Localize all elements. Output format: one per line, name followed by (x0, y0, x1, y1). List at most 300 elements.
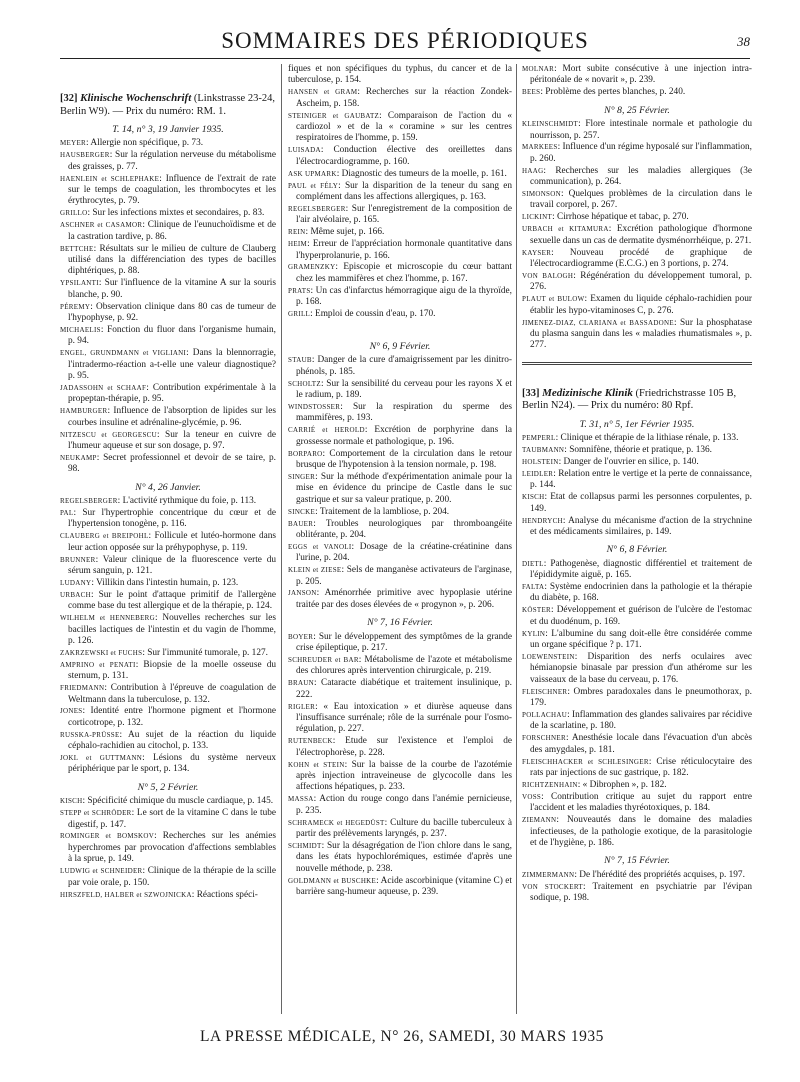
entry-title: : Acide ascorbinique (vitamine C) et barrière sang-humeur aqueuse, p. 239. (296, 875, 512, 898)
entry (288, 181, 512, 204)
entry (522, 212, 752, 223)
entry-title: : Emploi de coussin d'eau, p. 170. (310, 309, 436, 320)
entry (522, 757, 752, 780)
entry-title: : Episcopie et microscopie du cœur battant chez les mammifères et chez l'homme, p. 167. (296, 262, 512, 284)
journal-heading (60, 92, 276, 118)
entry-authors: BRAUN (288, 679, 315, 688)
entry (522, 271, 752, 294)
entry-title: : Mort subite consécutive à une injection intra-péritonéale de « novarit », p. 239. (530, 64, 752, 86)
entry-title: : Sur la disparition de la teneur du sang en complément dans les affections allergiques, p. 163. (296, 180, 513, 202)
journal-number: [32] (60, 93, 78, 104)
entry-authors: SIMONSON (522, 190, 561, 199)
entry (60, 796, 276, 807)
entry-authors: VON BALOGH (522, 271, 574, 280)
entry (60, 660, 276, 683)
entry-authors: PÉREMY (60, 302, 91, 311)
entry (60, 406, 276, 429)
entry (522, 710, 752, 733)
entry-title: : Follicule et lutéo-hormone dans leur action opposée sur la préhypophyse, p. 119. (68, 531, 276, 553)
entry-authors: FALTA (522, 583, 545, 592)
entry (288, 678, 512, 701)
entry-authors: FORSCHNER (522, 734, 566, 743)
entry-title: : Nouveau procédé de graphique de l'électrocardiogramme (E.C.G.) en 3 portions, p. 274. (530, 247, 752, 269)
entry-title: : Sur la phosphatase du plasma sanguin dans les « maladies rhumatismales », p. 277. (530, 317, 752, 351)
issue-heading: T. 31, n° 5, 1er Février 1935. (579, 418, 695, 430)
entry-title: : Ombres paradoxales dans le pneumothorax, p. 179. (530, 686, 752, 709)
entry-authors: MASSA (288, 795, 314, 804)
entry-authors: PLAUT et BULOW (522, 295, 585, 304)
entry-authors: NITZESCU et GEORGESCU (60, 430, 157, 439)
entry (288, 449, 512, 472)
entry (60, 706, 276, 729)
entry (288, 841, 512, 875)
entry-authors: FRIEDMANN (60, 684, 105, 693)
entry-title: : « Dibrophen », p. 182. (577, 779, 667, 790)
entry (522, 469, 752, 492)
entry-title: : Sur la méthode d'expérimentation animale pour la mise en évidence du principe de Castle dans le suc gastrique et sur sa valeur pratique, p. 200. (296, 471, 512, 505)
entry-title: : Biopsie de la moelle osseuse du sternum, p. 131. (68, 659, 277, 682)
entry-authors: LICKINT (522, 213, 553, 222)
entry-title: : Sur la teneur en cuivre de l'humeur aqueuse et sur son dosage, p. 97. (68, 429, 276, 451)
entry-title: : Résultats sur le milieu de culture de Clauberg utilisé dans la différenciation des types de bacilles diphtériques, p. 88. (68, 243, 276, 277)
entry-title: : Allergie non spécifique, p. 73. (86, 138, 204, 149)
entry-authors: SCHREUDER et BAR (288, 656, 359, 664)
entry-authors: ZIEMANN (522, 816, 557, 825)
entry-title: : Sur la régulation nerveuse du métabolisme des graisses, p. 77. (68, 150, 276, 172)
entry-authors: RICHTZENHAIN (522, 780, 578, 789)
entry-authors: KOHN et STEIN (288, 760, 345, 769)
entry-list (288, 355, 512, 611)
entry-title: : Problème des pertes blanches, p. 240. (540, 87, 686, 98)
entry-title: : Sur l'immunité tumorale, p. 127. (142, 647, 268, 658)
entry (522, 248, 752, 271)
entry (522, 516, 752, 539)
entry-title: : Développement et guérison de l'ulcère de l'estomac et du duodénum, p. 169. (530, 605, 752, 627)
entry (288, 736, 512, 759)
issue-heading: N° 7, 15 Février. (604, 855, 670, 867)
entry (288, 309, 512, 320)
entry (60, 590, 276, 613)
entry-title: : Excrétion pathologique d'hormone sexuelle dans un cas de dermatite dysménorrhéique, p. 271. (530, 224, 752, 246)
entry-title: : Sur la respiration du sperme des mammifères, p. 193. (296, 401, 512, 424)
entry-authors: VOSS (522, 792, 542, 801)
entry-title: : Troubles neurologiques par thromboangéite oblitérante, p. 204. (296, 518, 512, 540)
entry-authors: JONES (60, 707, 83, 716)
entry-authors: PRATS (288, 286, 311, 295)
entry-title: : Cirrhose hépatique et tabac, p. 270. (552, 212, 689, 223)
entry-authors: EGGS et VANOLI (288, 542, 352, 551)
entry (522, 433, 752, 444)
entry-title: : Sels de manganèse activateurs de l'arginase, p. 205. (296, 565, 513, 587)
entry (288, 702, 512, 736)
entry (522, 780, 752, 791)
entry-authors: KISCH (60, 797, 83, 806)
entry-list (522, 119, 752, 352)
entry (60, 648, 276, 659)
entry-title: : Traitement en psychiatrie par l'évipan sodique, p. 198. (530, 881, 752, 904)
entry-title: : Influence d'un régime hyposalé sur l'inflammation, p. 260. (530, 142, 752, 164)
entry-authors: PAUL et FÉLY (288, 181, 339, 190)
entry (60, 220, 276, 243)
entry (288, 472, 512, 506)
entry-authors: ROMINGER et BOMSKOV (60, 832, 155, 841)
entry (60, 730, 276, 753)
issue-heading: N° 6, 8 Février. (606, 544, 668, 556)
entry (60, 753, 276, 776)
section-divider (522, 362, 752, 365)
entry-authors: KÖSTER (522, 606, 552, 615)
entry (60, 508, 276, 531)
column-1 (60, 70, 276, 901)
entry-authors: GOLDMANN et BUSCHKE (288, 876, 377, 885)
entry-title: : Comportement de la circulation dans le retour brusque de l'hypotension à la tension normale, p. 198. (296, 448, 512, 470)
entry (288, 239, 512, 262)
entry-authors: WILHELM et HENNEBERG (60, 614, 155, 623)
entry-authors: HANSEN et GRAM (288, 88, 358, 97)
entry (60, 613, 276, 647)
entry-title: : L'albumine du sang doit-elle être considérée comme un organe spécifique ? p. 171. (530, 628, 752, 651)
entry-authors: JANSON (288, 589, 317, 598)
entry (288, 204, 512, 227)
entry-title: : Identité entre l'hormone pigment et l'hormone corticotrope, p. 132. (68, 706, 276, 728)
entry-title: : Contribution expérimentale à la propeptan-thérapie, p. 95. (68, 382, 277, 405)
entry-authors: BORPARO (288, 449, 323, 458)
entry-authors: TAUBMANN (522, 446, 565, 455)
entry (60, 578, 276, 589)
entry (522, 64, 752, 87)
entry-title: : Sur le développement des symptômes de la grande crise épileptique, p. 217. (296, 631, 512, 654)
entry (288, 402, 512, 425)
column-2 (288, 64, 512, 899)
entry-authors: RIGLER (288, 702, 316, 711)
entry-authors: HAAG (522, 166, 544, 175)
entry (288, 818, 512, 841)
entry (60, 174, 276, 208)
entry-authors: HAENLEIN et SCHLEPHAKE (60, 174, 160, 183)
entry (60, 683, 276, 706)
entry (60, 325, 276, 348)
issue-heading: N° 4, 26 Janvier. (135, 481, 201, 493)
entry (522, 119, 752, 142)
page-number: 38 (737, 34, 750, 49)
entry-title: : Sur l'hypertrophie concentrique du cœur et de l'hypertension tonogène, p. 116. (68, 508, 276, 530)
entry (522, 318, 752, 352)
entry (522, 652, 752, 686)
column-separator (516, 64, 517, 1014)
entry-authors: BOYER (288, 632, 314, 641)
entry-title: : Cataracte diabétique et traitement insulinique, p. 222. (296, 678, 512, 700)
entry-authors: PEMPERL (522, 434, 556, 443)
journal-info: (Linkstrasse 23-24, Berlin W9). — Prix du numéro: RM. 1. (60, 93, 275, 117)
entry (522, 559, 752, 582)
entry-authors: FLEISCHNER (522, 687, 568, 696)
entry-authors: GRILL (288, 310, 311, 319)
entry-title: : De l'hérédité des propriétés acquises, p. 197. (574, 869, 745, 880)
entry-authors: STEINIGER et GAUBATZ (288, 111, 380, 120)
entry-authors: YPSILANTI (60, 279, 99, 288)
entry-title: : Pathogenèse, diagnostic différentiel et traitement de l'épididymite aiguë, p. 165. (530, 558, 752, 581)
entry-authors: LEIDLER (522, 469, 554, 478)
entry (288, 519, 512, 542)
entry-authors: MEYER (60, 139, 86, 148)
entry (522, 189, 752, 212)
entry-authors: SCHRAMECK et HEGEDÜST (288, 818, 385, 827)
entry (288, 425, 512, 448)
entry (522, 142, 752, 165)
entry-authors: BETTCHE (60, 244, 94, 253)
entry-authors: HAUSBERGER (60, 151, 110, 160)
entry-title: : Observation clinique dans 80 cas de tumeur de l'hypophyse, p. 92. (68, 301, 276, 323)
entry-authors: BRUNNER (60, 555, 96, 564)
entry-title: : Villikin dans l'intestin humain, p. 123. (91, 577, 239, 588)
entry-title: : Sur l'influence de la vitamine A sur la souris blanche, p. 90. (68, 278, 276, 300)
entry (522, 166, 752, 189)
entry-title: : Excrétion de porphyrine dans la grossesse normale et pathologique, p. 196. (296, 425, 512, 447)
column-3 (522, 64, 752, 905)
entry (288, 87, 512, 110)
entry (60, 496, 276, 507)
entry (288, 542, 512, 565)
entry (60, 555, 276, 578)
entry (288, 588, 512, 611)
entry-title: : Clinique de l'eunuchoïdisme et de la castration tardive, p. 86. (68, 220, 276, 242)
entry-authors: ZIMMERMANN (522, 870, 575, 879)
entry-title: : Action du rouge congo dans l'anémie pernicieuse, p. 235. (296, 794, 512, 816)
entry-title: : « Eau intoxication » et diurèse aqueuse dans l'insuffisance surrénale; rôle de la surrénale pour l'osmo-régulation, p. 227. (296, 701, 512, 735)
entry-authors: PAL (60, 509, 74, 517)
entry (60, 831, 276, 865)
entry (522, 582, 752, 605)
entry (288, 760, 512, 794)
entry-title: : Un cas d'infarctus hémorragique aigu de la thyroïde, p. 168. (296, 285, 512, 308)
entry-title: : Système endocrinien dans la pathologie et la thérapie du diabète, p. 168. (530, 582, 752, 604)
entry-list (288, 632, 512, 899)
entry-list (288, 87, 512, 320)
entry (522, 87, 752, 98)
entry-title: : Crise réticulocytaire des rats par injections de suc gastrique, p. 182. (530, 756, 752, 779)
entry-authors: VON STOCKERT (522, 882, 583, 891)
entry-authors: STAUB (288, 356, 312, 365)
entry-authors: GRILLO (60, 209, 88, 218)
entry-authors: RUSSKA-PRÜSSE (60, 730, 120, 739)
entry (288, 145, 512, 168)
entry (60, 348, 276, 382)
entry-authors: SCHOLTZ (288, 379, 321, 388)
column-separator (281, 64, 282, 1014)
entry-title: : Disparition des nerfs oculaires avec hémianopsie binasale par pression d'un athérome sur les vaisseaux de la base du cerveau, p. 176. (530, 651, 752, 685)
entry (60, 150, 276, 173)
entry-authors: SCHMIDT (288, 842, 322, 850)
entry (522, 445, 752, 456)
entry-title: : Le sort de la vitamine C dans le tube digestif, p. 147. (68, 808, 276, 830)
entry-authors: HAMBURGER (60, 407, 108, 416)
entry-list (522, 559, 752, 850)
entry-title: : Examen du liquide céphalo-rachidien pour établir les hypo-vitaminoses C, p. 276. (530, 294, 752, 316)
entry-authors: HIRSZFELD, HALBER et SZWOJNICKA (60, 890, 192, 899)
entry-authors: KLEIN et ZIESE (288, 566, 342, 575)
entry-title: : Sur la désagrégation de l'ion chlore dans le sang, dans les états hypochlorémiques, estimée d'après une nouvelle méthode, p. 238. (296, 841, 512, 874)
entry (60, 453, 276, 476)
entry-authors: CARRIÉ et HEROLD (288, 426, 365, 435)
entry-authors: ZAKRZEWSKI et FUCHS (60, 648, 143, 657)
entry-list (522, 64, 752, 99)
entry-authors: URBACH (60, 590, 91, 599)
entry-authors: HEIM (288, 240, 308, 249)
entry-title: : Lésions du système nerveux périphérique par le sport, p. 134. (68, 753, 276, 775)
entry-title: : Même sujet, p. 166. (305, 227, 385, 238)
entry-title: : Dans la blennorragie, l'intradermo-réaction a-t-elle une valeur diagnostique? p. 95. (68, 348, 276, 382)
entry-title: : Clinique et thérapie de la lithiase rénale, p. 133. (555, 433, 739, 444)
entry-authors: ASK UPMARK (288, 169, 337, 178)
entry-authors: HENDRYCH (522, 516, 563, 525)
entry-title: : L'activité rythmique du foie, p. 113. (117, 496, 257, 507)
entry-list (522, 870, 752, 905)
entry (60, 244, 276, 278)
entry-title: : Sur l'enregistrement de la composition de l'air alvéolaire, p. 165. (296, 203, 512, 226)
entry-title: : Etude sur l'existence et l'emploi de l'électrophorèse, p. 228. (296, 736, 512, 758)
header-rule (60, 58, 750, 59)
entry-authors: LUDANY (60, 578, 92, 587)
entry-title: : Régénération du développement tumoral, p. 276. (530, 270, 752, 293)
entry (288, 655, 512, 678)
entry (288, 565, 512, 588)
entry-authors: NEUKAMP (60, 453, 97, 462)
entry-authors: URBACH et KITAMURA (522, 225, 609, 234)
entry (522, 629, 752, 652)
entry-title: : Relation entre le vertige et la perte de connaissance, p. 144. (530, 468, 752, 491)
entry (288, 169, 512, 180)
entry (60, 531, 276, 554)
entry-title: : Nouveautés dans le domaine des maladies infectieuses, de la pathologie exotique, de la parasitologie et de l'hygiène, p. 186. (530, 815, 752, 848)
entry-authors: JOKL et GUTTMANN (60, 754, 143, 763)
journal-info: (Friedrichstrasse 105 B, Berlin N24). — Prix du numéro: 80 Rpf. (522, 387, 737, 412)
page-footer: LA PRESSE MÉDICALE, N° 26, SAMEDI, 30 MARS 1935 (200, 1028, 604, 1045)
entry-title: : Dosage de la créatine-créatinine dans l'urine, p. 204. (296, 541, 512, 564)
entry-title: : Métabolisme de l'azote et métabolisme des chlorures après intervention chirurgicale, p. 219. (296, 655, 512, 677)
entry-list (60, 496, 276, 776)
entry-title: : Contribution à l'épreuve de coagulation de Weltmann dans la tuberculose, p. 132. (68, 683, 276, 705)
entry-authors: LOEWENSTEIN (522, 652, 575, 661)
entry-title: : Influence de l'absorption de lipides sur les courbes insuline et adrénaline-glycémie, p. 96. (68, 406, 276, 428)
entry-authors: KISCH (522, 493, 545, 502)
entry (288, 379, 512, 402)
continued-entry: fiques et non spécifiques du typhus, du cancer et de la tuberculose, p. 154. (288, 64, 512, 86)
entry (522, 870, 752, 881)
entry-title: : Comparaison de l'action du « cardiozol » et de la « coramine » sur les centres respiratoires de l'homme, p. 159. (296, 110, 512, 144)
entry (288, 507, 512, 518)
entry (60, 808, 276, 831)
entry-authors: HOLSTEIN (522, 457, 559, 466)
entry-title: : Erreur de l'appréciation hormonale quantitative dans l'hyperprolanurie, p. 166. (296, 239, 512, 261)
entry-authors: MARKEES (522, 143, 558, 152)
entry-title: : Recherches sur les anémies hyperchromes par provocation d'affections semblables à la sprue, p. 149. (68, 831, 277, 865)
entry (522, 492, 752, 515)
entry (288, 632, 512, 655)
entry (288, 794, 512, 817)
entry-authors: KAYSER (522, 248, 552, 257)
entry (522, 224, 752, 247)
entry (288, 262, 512, 285)
journal-number: [33] (522, 387, 540, 399)
entry (60, 866, 276, 889)
entry-title: : Recherches sur la réaction Zondek-Ascheim, p. 158. (296, 87, 512, 109)
entry (60, 302, 276, 325)
entry-authors: REGELSBERGER (288, 204, 346, 213)
entry-list (60, 138, 276, 475)
entry-title: : Nouvelles recherches sur les bacilles lactiques de l'intestin et du vagin de l'homme, p. 126. (68, 613, 276, 646)
entry-title: : Flore intestinale normale et pathologie du nourrisson, p. 257. (530, 119, 752, 141)
entry-authors: CLAUBERG et BREIPOHL (60, 532, 149, 541)
entry-authors: MOLNAR (522, 65, 555, 73)
entry-authors: LUISADA (288, 146, 321, 155)
entry-title: : Valeur clinique de la fluorescence verte du sérum sanguin, p. 121. (68, 554, 276, 577)
entry-authors: WINDSTOSSER (288, 402, 341, 411)
entry-authors: RUTENBECK (288, 737, 333, 746)
entry-title: : Spécificité chimique du muscle cardiaque, p. 145. (82, 796, 274, 807)
entry-list (60, 796, 276, 901)
entry-title: : Danger de l'ouvrier en silice, p. 140. (558, 456, 699, 467)
entry (288, 111, 512, 145)
entry-title: : Recherches sur les maladies allergiques (3e communication), p. 264. (530, 165, 752, 188)
entry-title: : Sur la baisse de la courbe de l'azotémie après injection intraveineuse de glycocolle dans les affections hépatiques, p. 233. (296, 759, 512, 793)
entry-title: : Clinique de la thérapie de la scille par voie orale, p. 150. (68, 866, 276, 888)
entry-authors: ENGEL, GRUNDMANN et VIGLIANI (60, 349, 187, 358)
issue-heading: N° 6, 9 Février. (369, 340, 431, 352)
entry-authors: SINGER (288, 472, 316, 481)
entry-title: : Traitement de la lambliose, p. 204. (315, 506, 450, 517)
entry-authors: LUDWIG et SCHNEIDER (60, 867, 143, 876)
entry-authors: STEPP et SCHRÖDER (60, 809, 132, 818)
entry (522, 605, 752, 628)
issue-heading: N° 5, 2 Février. (137, 781, 199, 793)
entry-authors: KLEINSCHMIDT (522, 120, 579, 129)
entry-title: : Quelques problèmes de la circulation dans le travail corporel, p. 267. (530, 189, 752, 211)
entry (60, 138, 276, 149)
entry-title: : Fonction du fluor dans l'organisme humain, p. 94. (68, 324, 276, 347)
issue-heading: N° 7, 16 Février. (367, 617, 433, 629)
entry-authors: REIN (288, 228, 306, 237)
entry-title: : Danger de la cure d'amaigrissement par les dinitro-phénols, p. 185. (296, 355, 512, 377)
entry-authors: DIETL (522, 559, 544, 568)
entry-authors: FLEISCHHACKER et SCHLESINGER (522, 757, 649, 766)
journal-name: Medizinische Klinik (542, 386, 633, 399)
entry (60, 208, 276, 219)
entry-authors: AMPRINO et PENATI (60, 660, 136, 669)
entry-title: : Sur le point d'attaque primitif de l'allergène comme base du test allergique et de la thérapie, p. 124. (68, 589, 276, 612)
entry-title: : Aménorrhée primitive avec hypoplasie utérine traitée par des doses élevées de « progynon », p. 206. (296, 588, 512, 610)
entry (288, 355, 512, 378)
entry-title: : Culture du bacille tuberculeux à partir des prélèvements laryngés, p. 237. (296, 817, 512, 840)
entry (288, 286, 512, 309)
entry-authors: REGELSBERGER (60, 497, 118, 506)
entry-authors: BEES (522, 88, 541, 97)
entry-authors: ASCHNER et CASAMOR (60, 221, 143, 230)
entry-authors: GRAMENZKY (288, 263, 336, 272)
entry-title: : Diagnostic des tumeurs de la moelle, p. 161. (336, 168, 507, 179)
page-header (60, 28, 750, 58)
entry-title: : Conduction élective des oreillettes dans l'électrocardiogramme, p. 160. (296, 145, 512, 167)
journal-name: Klinische Wochenschrift (80, 92, 192, 104)
entry (60, 383, 276, 406)
entry (288, 876, 512, 899)
journal-heading (522, 387, 752, 413)
entry (522, 882, 752, 905)
entry (60, 278, 276, 301)
entry-title: : Analyse du mécanisme d'action de la strychnine et des médicaments similaires, p. 149. (530, 515, 752, 537)
entry-authors: SINCKE (288, 507, 316, 516)
entry (522, 815, 752, 849)
issue-heading: T. 14, n° 3, 19 Janvier 1935. (112, 124, 224, 135)
